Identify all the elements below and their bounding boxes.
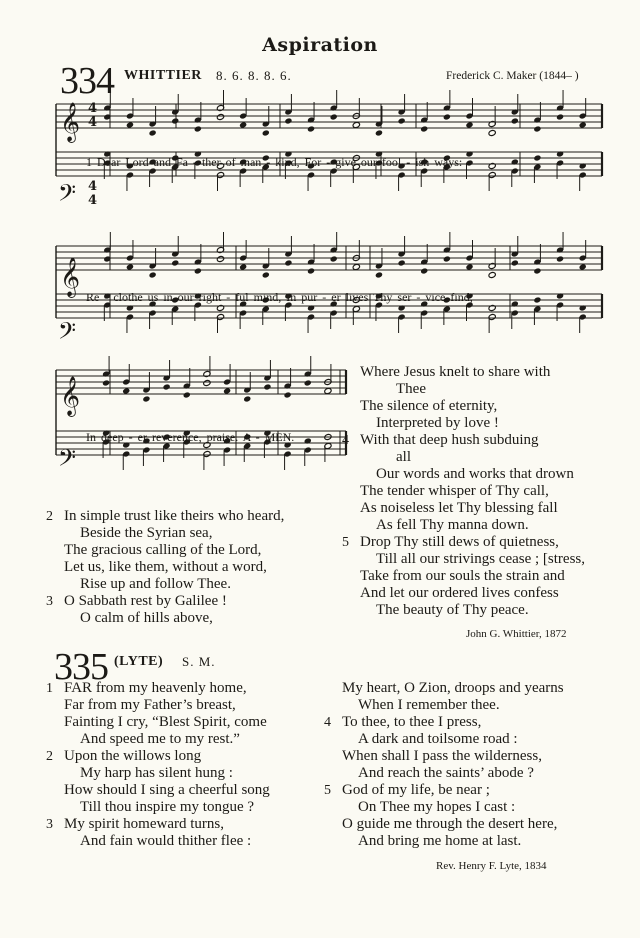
verse-text: Upon the willows long (64, 748, 202, 764)
verse-line (46, 542, 336, 559)
verse-line (342, 534, 632, 551)
verse-text: FAR from my heavenly home, (64, 680, 247, 696)
verse-text: The beauty of Thy peace. (376, 602, 529, 618)
verse-text: Our words and works that drown (376, 466, 574, 482)
note-head (171, 259, 179, 266)
verse-text: My harp has silent hung : (80, 765, 233, 781)
verse-line (342, 500, 632, 517)
note-head (223, 387, 231, 394)
verse-number: 2 (46, 509, 53, 524)
note-head (262, 271, 270, 278)
verse-text: In simple trust like theirs who heard, (64, 508, 285, 524)
lyric-line-3: In deep - er reverence, praise. A - MEN. (86, 430, 295, 444)
note-head (533, 125, 541, 132)
verse-line (46, 593, 336, 610)
treble-clef-icon: 𝄞 (60, 376, 81, 416)
verse-number: 1 (46, 681, 53, 696)
note-head (149, 129, 157, 136)
note-head (488, 129, 496, 136)
note-head (284, 117, 292, 124)
verse-line (46, 748, 336, 765)
hymn-number: 335 (54, 646, 108, 688)
note-head (122, 387, 130, 394)
verse-text: And let our ordered lives confess (360, 585, 559, 601)
verse-number: 4 (342, 433, 349, 448)
note-head (420, 125, 428, 132)
note-head (324, 387, 332, 394)
note-head (284, 259, 292, 266)
hymn334-verses-right (342, 364, 632, 619)
meter: S. M. (182, 654, 216, 669)
verse-number: 3 (46, 594, 53, 609)
verse-text: And bring me home at last. (358, 833, 522, 849)
verse-line (324, 680, 624, 697)
hymn335-attribution: Rev. Henry F. Lyte, 1834 (436, 860, 547, 872)
bass-clef-icon: 𝄢 (58, 179, 77, 212)
verse-text: Till thou inspire my tongue ? (80, 799, 255, 815)
hymn335-verses-left (46, 680, 336, 850)
note-head (488, 271, 496, 278)
verse-text: And fain would thither flee : (80, 833, 252, 849)
note-head (556, 113, 564, 120)
verse-number: 3 (46, 817, 53, 832)
verse-text: O guide me through the desert here, (342, 816, 558, 832)
verse-text: O calm of hills above, (80, 610, 213, 626)
hymn-number: 334 (60, 60, 114, 102)
verse-line (342, 602, 632, 619)
verse-text: As fell Thy manna down. (376, 517, 529, 533)
verse-line (324, 782, 624, 799)
hymn335-verses-right (324, 680, 624, 850)
verse-line (46, 782, 336, 799)
verse-text: How should I sing a cheerful song (64, 782, 270, 798)
note-head (465, 263, 473, 270)
verse-line (46, 765, 336, 782)
note-head (183, 391, 191, 398)
verse-line (342, 466, 632, 483)
verse-line (324, 697, 624, 714)
note-head (533, 296, 541, 303)
verse-line (324, 748, 624, 765)
verse-text: When shall I pass the wilderness, (342, 748, 542, 764)
verse-text: Far from my Father’s breast, (64, 697, 236, 713)
note-head (352, 263, 360, 270)
verse-line (324, 799, 624, 816)
verse-line (342, 551, 632, 568)
verse-line (342, 449, 632, 466)
verse-line (46, 731, 336, 748)
verse-number: 5 (324, 783, 331, 798)
verse-number: 5 (342, 535, 349, 550)
verse-text: Thee (396, 381, 426, 397)
note-head (194, 125, 202, 132)
note-head (126, 263, 134, 270)
note-head (556, 255, 564, 262)
verse-text: all (396, 449, 411, 465)
note-head (398, 117, 406, 124)
note-head (203, 379, 211, 386)
note-head (304, 379, 312, 386)
verse-line (46, 576, 336, 593)
note-head (239, 121, 247, 128)
note-head (330, 255, 338, 262)
verse-text: Till all our strivings cease ; [stress, (376, 551, 586, 567)
note-head (511, 259, 519, 266)
time-sig-bottom: 4 (88, 115, 98, 130)
bass-clef-icon: 𝄢 (58, 444, 77, 477)
note-head (579, 121, 587, 128)
verse-text: Fainting I cry, “Blest Spirit, come (64, 714, 267, 730)
verse-text: Interpreted by love ! (376, 415, 499, 431)
verse-text: The gracious calling of the Lord, (64, 542, 262, 558)
verse-text: My heart, O Zion, droops and yearns (342, 680, 564, 696)
note-head (398, 259, 406, 266)
note-head (533, 154, 541, 161)
verse-text: And reach the saints’ abode ? (358, 765, 534, 781)
note-head (216, 255, 224, 262)
note-head (352, 121, 360, 128)
verse-line (324, 816, 624, 833)
verse-line (46, 508, 336, 525)
verse-text: The tender whisper of Thy call, (360, 483, 549, 499)
treble-clef-icon: 𝄞 (60, 102, 81, 142)
treble-clef-icon: 𝄞 (60, 257, 81, 297)
note-head (420, 267, 428, 274)
note-head (194, 267, 202, 274)
note-head (142, 395, 150, 402)
note-head (263, 383, 271, 390)
verse-line (46, 833, 336, 850)
verse-line (342, 398, 632, 415)
verse-text: As noiseless let Thy blessing fall (360, 500, 558, 516)
note-head (375, 129, 383, 136)
verse-text: A dark and toilsome road : (358, 731, 518, 747)
note-head (149, 271, 157, 278)
verse-line (46, 697, 336, 714)
time-sig-top: 4 (88, 101, 98, 116)
verse-number: 4 (324, 715, 331, 730)
verse-text: Beside the Syrian sea, (80, 525, 213, 541)
verse-line (342, 432, 632, 449)
verse-line (342, 585, 632, 602)
note-head (243, 395, 251, 402)
verse-text: My spirit homeward turns, (64, 816, 224, 832)
verse-text: On Thee my hopes I cast : (358, 799, 516, 815)
verse-line (342, 568, 632, 585)
verse-line (46, 714, 336, 731)
verse-text: Where Jesus knelt to share with (360, 364, 551, 380)
note-head (216, 113, 224, 120)
verse-line (46, 525, 336, 542)
verse-text: With that deep hush subduing (360, 432, 539, 448)
verse-line (324, 833, 624, 850)
note-head (307, 267, 315, 274)
note-head (443, 113, 451, 120)
verse-line (46, 610, 336, 627)
verse-text: Rise up and follow Thee. (80, 576, 231, 592)
lyric-line-2: Re - clothe us in our right - ful mind, In pur - er lives Thy ser - vice find, (86, 290, 473, 304)
verse-text: The silence of eternity, (360, 398, 498, 414)
note-head (511, 117, 519, 124)
verse-line (342, 415, 632, 432)
verse-text: When I remember thee. (358, 697, 500, 713)
verse-text: O Sabbath rest by Galilee ! (64, 593, 227, 609)
note-head (102, 379, 110, 386)
verse-line (342, 381, 632, 398)
verse-line (46, 680, 336, 697)
meter: 8. 6. 8. 8. 6. (216, 68, 292, 83)
note-head (579, 263, 587, 270)
verse-line (342, 364, 632, 381)
tune-name: (LYTE) (114, 654, 164, 669)
time-sig-bottom-bass: 4 (88, 193, 98, 208)
verse-text: Take from our souls the strain and (360, 568, 565, 584)
note-head (262, 129, 270, 136)
verse-line (46, 799, 336, 816)
verse-line (342, 483, 632, 500)
note-head (533, 267, 541, 274)
verse-text: God of my life, be near ; (342, 782, 490, 798)
verse-line (324, 714, 624, 731)
lyric-line-1: 1 Dear Lord and Fa - ther of man - kind, For - give our fool - ish ways: (86, 155, 463, 169)
note-head (284, 391, 292, 398)
note-head (307, 125, 315, 132)
note-head (375, 271, 383, 278)
verse-line (324, 731, 624, 748)
hymn334-verses-left (46, 508, 336, 627)
verse-text: And speed me to my rest.” (80, 731, 240, 747)
page-heading: Aspiration (262, 34, 378, 56)
verse-text: To thee, to thee I press, (342, 714, 482, 730)
verse-text: Let us, like them, without a word, (64, 559, 267, 575)
note-head (330, 113, 338, 120)
verse-line (46, 559, 336, 576)
verse-text: Drop Thy still dews of quietness, (360, 534, 559, 550)
verse-number: 2 (46, 749, 53, 764)
note-head (465, 121, 473, 128)
composer-credit: Frederick C. Maker (1844– ) (446, 70, 579, 82)
note-head (163, 383, 171, 390)
note-head (239, 263, 247, 270)
note-head (126, 121, 134, 128)
time-sig-top-bass: 4 (88, 179, 98, 194)
verse-line (46, 816, 336, 833)
verse-line (342, 517, 632, 534)
note-head (171, 117, 179, 124)
bass-clef-icon: 𝄢 (58, 317, 77, 350)
tune-name: WHITTIER (124, 68, 202, 83)
hymn334-attribution: John G. Whittier, 1872 (466, 628, 567, 640)
note-head (443, 255, 451, 262)
verse-line (324, 765, 624, 782)
